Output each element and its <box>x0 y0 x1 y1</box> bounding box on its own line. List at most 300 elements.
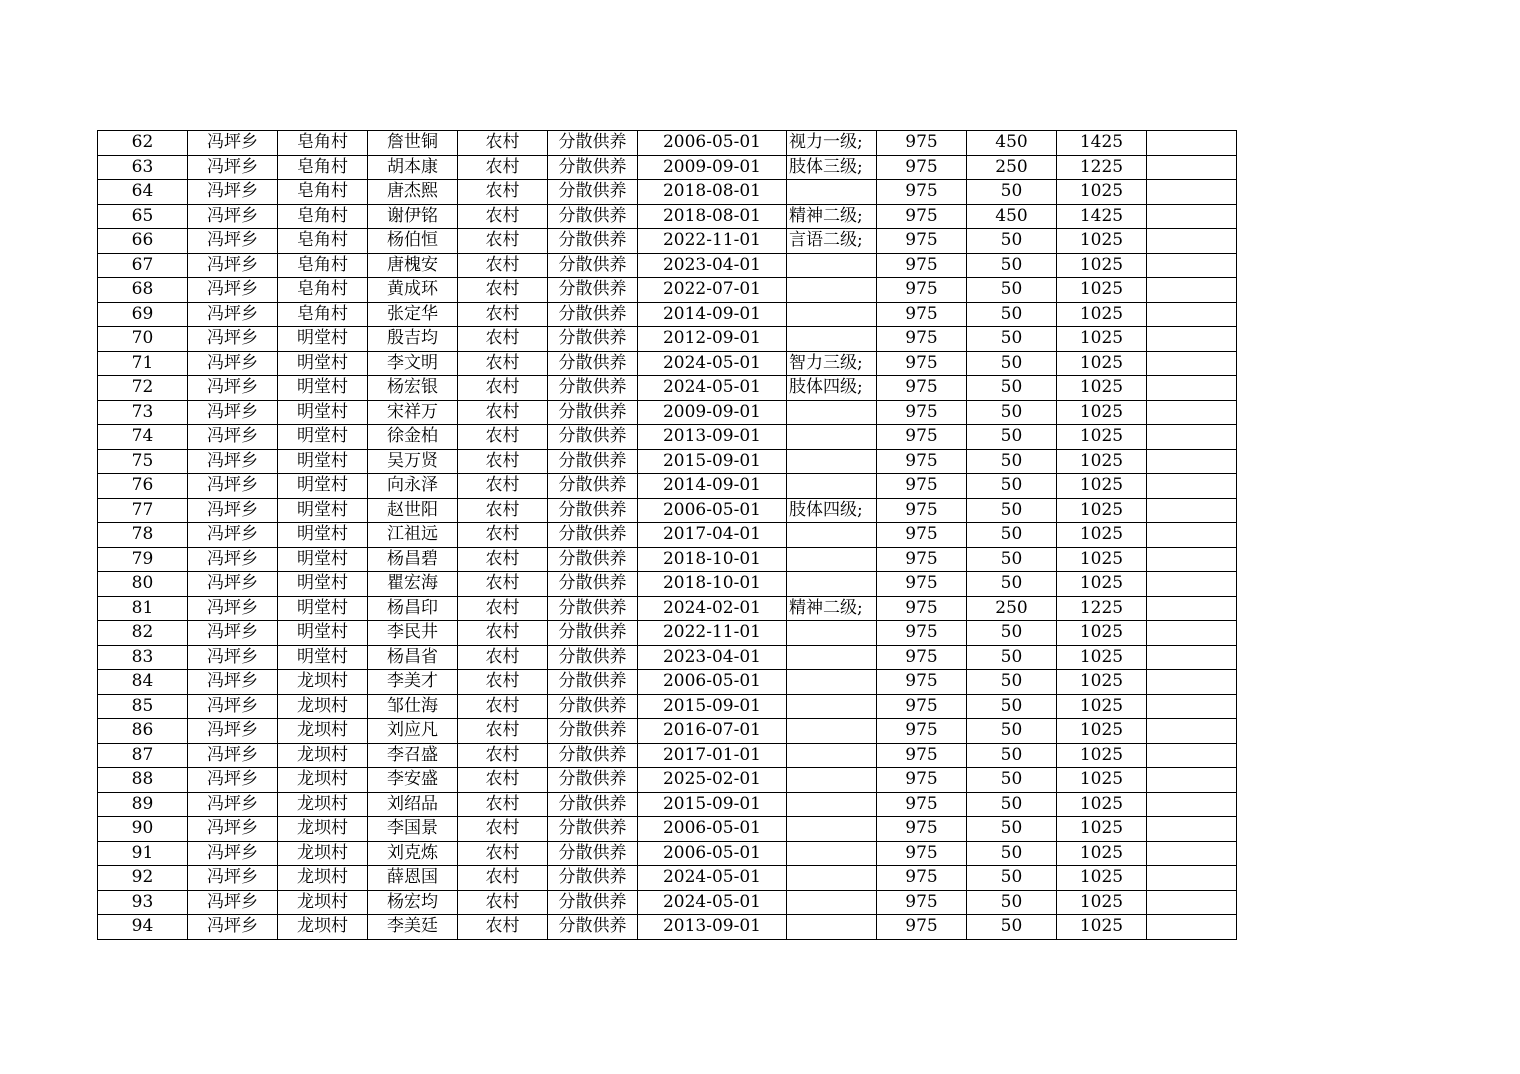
cell-total-amount: 1225 <box>1057 596 1147 621</box>
cell-township: 冯坪乡 <box>188 817 278 842</box>
table-row <box>98 449 1237 474</box>
cell-subsidy-amount: 50 <box>967 376 1057 401</box>
cell-support-type: 分散供养 <box>548 719 638 744</box>
cell-village: 明堂村 <box>278 474 368 499</box>
cell-remark <box>1147 253 1237 278</box>
cell-area-type: 农村 <box>458 915 548 940</box>
cell-disability-level <box>787 302 877 327</box>
cell-support-type: 分散供养 <box>548 645 638 670</box>
cell-remark <box>1147 302 1237 327</box>
cell-name: 宋祥万 <box>368 400 458 425</box>
cell-name: 刘绍品 <box>368 792 458 817</box>
cell-disability-level <box>787 547 877 572</box>
cell-subsidy-amount: 50 <box>967 670 1057 695</box>
cell-start-date: 2006-05-01 <box>638 817 787 842</box>
cell-disability-level <box>787 523 877 548</box>
cell-village: 皂角村 <box>278 302 368 327</box>
cell-village: 龙坝村 <box>278 792 368 817</box>
cell-subsidy-amount: 50 <box>967 743 1057 768</box>
table-row <box>98 498 1237 523</box>
cell-township: 冯坪乡 <box>188 155 278 180</box>
cell-village: 明堂村 <box>278 523 368 548</box>
cell-support-type: 分散供养 <box>548 351 638 376</box>
cell-subsidy-amount: 50 <box>967 572 1057 597</box>
cell-start-date: 2009-09-01 <box>638 400 787 425</box>
cell-row-number: 71 <box>98 351 188 376</box>
cell-base-amount: 975 <box>877 547 967 572</box>
cell-support-type: 分散供养 <box>548 302 638 327</box>
cell-name: 谢伊铭 <box>368 204 458 229</box>
cell-support-type: 分散供养 <box>548 449 638 474</box>
cell-village: 龙坝村 <box>278 866 368 891</box>
cell-base-amount: 975 <box>877 449 967 474</box>
cell-start-date: 2017-04-01 <box>638 523 787 548</box>
table-row <box>98 792 1237 817</box>
cell-start-date: 2006-05-01 <box>638 131 787 156</box>
cell-township: 冯坪乡 <box>188 841 278 866</box>
cell-subsidy-amount: 50 <box>967 449 1057 474</box>
cell-total-amount: 1025 <box>1057 229 1147 254</box>
cell-support-type: 分散供养 <box>548 694 638 719</box>
cell-township: 冯坪乡 <box>188 596 278 621</box>
cell-base-amount: 975 <box>877 743 967 768</box>
cell-village: 龙坝村 <box>278 915 368 940</box>
cell-name: 杨宏银 <box>368 376 458 401</box>
cell-base-amount: 975 <box>877 866 967 891</box>
cell-base-amount: 975 <box>877 841 967 866</box>
cell-remark <box>1147 866 1237 891</box>
cell-name: 殷吉均 <box>368 327 458 352</box>
cell-support-type: 分散供养 <box>548 817 638 842</box>
cell-remark <box>1147 498 1237 523</box>
cell-start-date: 2022-07-01 <box>638 278 787 303</box>
cell-disability-level <box>787 768 877 793</box>
cell-subsidy-amount: 50 <box>967 278 1057 303</box>
cell-township: 冯坪乡 <box>188 792 278 817</box>
cell-support-type: 分散供养 <box>548 792 638 817</box>
cell-name: 李美廷 <box>368 915 458 940</box>
cell-disability-level: 言语二级; <box>787 229 877 254</box>
cell-start-date: 2018-10-01 <box>638 572 787 597</box>
cell-village: 明堂村 <box>278 449 368 474</box>
cell-disability-level <box>787 449 877 474</box>
cell-remark <box>1147 915 1237 940</box>
cell-row-number: 91 <box>98 841 188 866</box>
cell-name: 吴万贤 <box>368 449 458 474</box>
cell-subsidy-amount: 50 <box>967 768 1057 793</box>
cell-remark <box>1147 572 1237 597</box>
cell-base-amount: 975 <box>877 302 967 327</box>
cell-subsidy-amount: 50 <box>967 229 1057 254</box>
cell-area-type: 农村 <box>458 278 548 303</box>
cell-base-amount: 975 <box>877 425 967 450</box>
cell-remark <box>1147 743 1237 768</box>
cell-total-amount: 1025 <box>1057 890 1147 915</box>
cell-start-date: 2013-09-01 <box>638 915 787 940</box>
cell-name: 詹世铜 <box>368 131 458 156</box>
cell-row-number: 67 <box>98 253 188 278</box>
cell-support-type: 分散供养 <box>548 768 638 793</box>
cell-disability-level <box>787 645 877 670</box>
cell-remark <box>1147 204 1237 229</box>
cell-village: 明堂村 <box>278 572 368 597</box>
cell-base-amount: 975 <box>877 792 967 817</box>
cell-total-amount: 1425 <box>1057 131 1147 156</box>
cell-area-type: 农村 <box>458 498 548 523</box>
cell-support-type: 分散供养 <box>548 155 638 180</box>
cell-support-type: 分散供养 <box>548 425 638 450</box>
cell-village: 明堂村 <box>278 351 368 376</box>
cell-total-amount: 1025 <box>1057 719 1147 744</box>
cell-disability-level <box>787 180 877 205</box>
cell-total-amount: 1025 <box>1057 768 1147 793</box>
cell-row-number: 63 <box>98 155 188 180</box>
cell-remark <box>1147 547 1237 572</box>
cell-name: 杨昌碧 <box>368 547 458 572</box>
cell-start-date: 2018-08-01 <box>638 180 787 205</box>
cell-support-type: 分散供养 <box>548 621 638 646</box>
cell-disability-level: 视力一级; <box>787 131 877 156</box>
cell-township: 冯坪乡 <box>188 547 278 572</box>
cell-name: 李召盛 <box>368 743 458 768</box>
cell-support-type: 分散供养 <box>548 498 638 523</box>
cell-remark <box>1147 155 1237 180</box>
cell-remark <box>1147 694 1237 719</box>
cell-row-number: 84 <box>98 670 188 695</box>
cell-total-amount: 1025 <box>1057 841 1147 866</box>
cell-support-type: 分散供养 <box>548 890 638 915</box>
cell-row-number: 94 <box>98 915 188 940</box>
cell-base-amount: 975 <box>877 694 967 719</box>
cell-disability-level <box>787 890 877 915</box>
cell-row-number: 76 <box>98 474 188 499</box>
cell-subsidy-amount: 50 <box>967 547 1057 572</box>
cell-support-type: 分散供养 <box>548 204 638 229</box>
cell-area-type: 农村 <box>458 351 548 376</box>
cell-base-amount: 975 <box>877 327 967 352</box>
cell-remark <box>1147 621 1237 646</box>
cell-village: 皂角村 <box>278 180 368 205</box>
cell-village: 明堂村 <box>278 376 368 401</box>
cell-area-type: 农村 <box>458 449 548 474</box>
table-row <box>98 278 1237 303</box>
cell-township: 冯坪乡 <box>188 474 278 499</box>
cell-disability-level <box>787 253 877 278</box>
cell-subsidy-amount: 50 <box>967 890 1057 915</box>
cell-village: 龙坝村 <box>278 670 368 695</box>
cell-total-amount: 1025 <box>1057 817 1147 842</box>
cell-support-type: 分散供养 <box>548 253 638 278</box>
cell-start-date: 2024-05-01 <box>638 890 787 915</box>
cell-disability-level: 肢体四级; <box>787 376 877 401</box>
cell-start-date: 2023-04-01 <box>638 253 787 278</box>
table-row <box>98 768 1237 793</box>
cell-base-amount: 975 <box>877 719 967 744</box>
cell-disability-level: 精神二级; <box>787 596 877 621</box>
cell-subsidy-amount: 50 <box>967 645 1057 670</box>
cell-disability-level <box>787 670 877 695</box>
cell-row-number: 69 <box>98 302 188 327</box>
cell-start-date: 2024-05-01 <box>638 376 787 401</box>
cell-area-type: 农村 <box>458 327 548 352</box>
cell-support-type: 分散供养 <box>548 743 638 768</box>
cell-support-type: 分散供养 <box>548 523 638 548</box>
table-row <box>98 523 1237 548</box>
cell-area-type: 农村 <box>458 719 548 744</box>
cell-remark <box>1147 376 1237 401</box>
cell-total-amount: 1025 <box>1057 278 1147 303</box>
cell-base-amount: 975 <box>877 278 967 303</box>
cell-total-amount: 1025 <box>1057 253 1147 278</box>
cell-support-type: 分散供养 <box>548 376 638 401</box>
cell-township: 冯坪乡 <box>188 523 278 548</box>
cell-row-number: 81 <box>98 596 188 621</box>
cell-start-date: 2018-08-01 <box>638 204 787 229</box>
cell-total-amount: 1425 <box>1057 204 1147 229</box>
cell-township: 冯坪乡 <box>188 327 278 352</box>
cell-support-type: 分散供养 <box>548 180 638 205</box>
table-row <box>98 180 1237 205</box>
cell-subsidy-amount: 50 <box>967 841 1057 866</box>
table-row <box>98 694 1237 719</box>
cell-disability-level <box>787 817 877 842</box>
table-row <box>98 841 1237 866</box>
cell-area-type: 农村 <box>458 768 548 793</box>
cell-support-type: 分散供养 <box>548 400 638 425</box>
cell-total-amount: 1025 <box>1057 743 1147 768</box>
cell-remark <box>1147 523 1237 548</box>
cell-name: 瞿宏海 <box>368 572 458 597</box>
cell-total-amount: 1025 <box>1057 670 1147 695</box>
cell-township: 冯坪乡 <box>188 204 278 229</box>
cell-support-type: 分散供养 <box>548 915 638 940</box>
cell-remark <box>1147 131 1237 156</box>
cell-disability-level <box>787 425 877 450</box>
cell-start-date: 2012-09-01 <box>638 327 787 352</box>
cell-name: 胡本康 <box>368 155 458 180</box>
cell-disability-level <box>787 841 877 866</box>
cell-area-type: 农村 <box>458 155 548 180</box>
cell-remark <box>1147 645 1237 670</box>
cell-area-type: 农村 <box>458 229 548 254</box>
cell-base-amount: 975 <box>877 229 967 254</box>
cell-name: 唐槐安 <box>368 253 458 278</box>
cell-village: 明堂村 <box>278 498 368 523</box>
cell-area-type: 农村 <box>458 817 548 842</box>
cell-support-type: 分散供养 <box>548 547 638 572</box>
cell-village: 明堂村 <box>278 621 368 646</box>
cell-start-date: 2006-05-01 <box>638 841 787 866</box>
cell-disability-level <box>787 621 877 646</box>
cell-total-amount: 1025 <box>1057 425 1147 450</box>
cell-row-number: 78 <box>98 523 188 548</box>
cell-disability-level <box>787 572 877 597</box>
cell-village: 龙坝村 <box>278 817 368 842</box>
cell-start-date: 2024-05-01 <box>638 351 787 376</box>
cell-name: 李安盛 <box>368 768 458 793</box>
cell-total-amount: 1025 <box>1057 547 1147 572</box>
cell-base-amount: 975 <box>877 596 967 621</box>
cell-area-type: 农村 <box>458 792 548 817</box>
table-row <box>98 131 1237 156</box>
cell-area-type: 农村 <box>458 547 548 572</box>
cell-base-amount: 975 <box>877 523 967 548</box>
cell-subsidy-amount: 50 <box>967 327 1057 352</box>
cell-remark <box>1147 817 1237 842</box>
cell-subsidy-amount: 50 <box>967 474 1057 499</box>
cell-row-number: 90 <box>98 817 188 842</box>
cell-area-type: 农村 <box>458 596 548 621</box>
cell-subsidy-amount: 50 <box>967 253 1057 278</box>
cell-subsidy-amount: 50 <box>967 351 1057 376</box>
cell-base-amount: 975 <box>877 400 967 425</box>
cell-total-amount: 1025 <box>1057 449 1147 474</box>
cell-support-type: 分散供养 <box>548 670 638 695</box>
cell-support-type: 分散供养 <box>548 596 638 621</box>
cell-township: 冯坪乡 <box>188 719 278 744</box>
cell-start-date: 2014-09-01 <box>638 474 787 499</box>
cell-area-type: 农村 <box>458 743 548 768</box>
cell-subsidy-amount: 50 <box>967 425 1057 450</box>
cell-start-date: 2006-05-01 <box>638 670 787 695</box>
cell-township: 冯坪乡 <box>188 915 278 940</box>
cell-base-amount: 975 <box>877 376 967 401</box>
cell-row-number: 87 <box>98 743 188 768</box>
cell-area-type: 农村 <box>458 474 548 499</box>
table-row <box>98 327 1237 352</box>
cell-area-type: 农村 <box>458 866 548 891</box>
cell-name: 薛恩国 <box>368 866 458 891</box>
table-row <box>98 670 1237 695</box>
cell-support-type: 分散供养 <box>548 327 638 352</box>
cell-disability-level <box>787 866 877 891</box>
cell-disability-level: 肢体三级; <box>787 155 877 180</box>
cell-disability-level: 智力三级; <box>787 351 877 376</box>
cell-support-type: 分散供养 <box>548 229 638 254</box>
cell-base-amount: 975 <box>877 155 967 180</box>
cell-base-amount: 975 <box>877 621 967 646</box>
cell-row-number: 92 <box>98 866 188 891</box>
cell-row-number: 77 <box>98 498 188 523</box>
cell-name: 江祖远 <box>368 523 458 548</box>
cell-remark <box>1147 449 1237 474</box>
cell-village: 龙坝村 <box>278 694 368 719</box>
cell-base-amount: 975 <box>877 204 967 229</box>
cell-township: 冯坪乡 <box>188 376 278 401</box>
cell-total-amount: 1025 <box>1057 866 1147 891</box>
cell-start-date: 2018-10-01 <box>638 547 787 572</box>
cell-disability-level <box>787 743 877 768</box>
cell-disability-level <box>787 400 877 425</box>
table-row <box>98 302 1237 327</box>
cell-total-amount: 1025 <box>1057 474 1147 499</box>
cell-subsidy-amount: 50 <box>967 694 1057 719</box>
table-row <box>98 425 1237 450</box>
cell-area-type: 农村 <box>458 523 548 548</box>
cell-row-number: 68 <box>98 278 188 303</box>
cell-township: 冯坪乡 <box>188 694 278 719</box>
cell-start-date: 2023-04-01 <box>638 645 787 670</box>
cell-name: 黄成环 <box>368 278 458 303</box>
cell-row-number: 65 <box>98 204 188 229</box>
cell-township: 冯坪乡 <box>188 253 278 278</box>
cell-subsidy-amount: 250 <box>967 155 1057 180</box>
cell-area-type: 农村 <box>458 376 548 401</box>
table-row <box>98 645 1237 670</box>
cell-subsidy-amount: 50 <box>967 719 1057 744</box>
cell-total-amount: 1025 <box>1057 180 1147 205</box>
cell-subsidy-amount: 50 <box>967 180 1057 205</box>
cell-township: 冯坪乡 <box>188 302 278 327</box>
cell-disability-level <box>787 792 877 817</box>
cell-township: 冯坪乡 <box>188 890 278 915</box>
cell-remark <box>1147 841 1237 866</box>
cell-township: 冯坪乡 <box>188 498 278 523</box>
cell-subsidy-amount: 50 <box>967 866 1057 891</box>
cell-base-amount: 975 <box>877 768 967 793</box>
cell-remark <box>1147 719 1237 744</box>
cell-village: 明堂村 <box>278 596 368 621</box>
cell-start-date: 2006-05-01 <box>638 498 787 523</box>
cell-support-type: 分散供养 <box>548 841 638 866</box>
cell-row-number: 79 <box>98 547 188 572</box>
cell-base-amount: 975 <box>877 915 967 940</box>
cell-village: 龙坝村 <box>278 719 368 744</box>
cell-village: 龙坝村 <box>278 890 368 915</box>
cell-name: 李文明 <box>368 351 458 376</box>
cell-subsidy-amount: 450 <box>967 131 1057 156</box>
cell-village: 皂角村 <box>278 204 368 229</box>
cell-village: 皂角村 <box>278 278 368 303</box>
cell-township: 冯坪乡 <box>188 645 278 670</box>
cell-base-amount: 975 <box>877 670 967 695</box>
cell-row-number: 73 <box>98 400 188 425</box>
cell-name: 杨宏均 <box>368 890 458 915</box>
cell-name: 邹仕海 <box>368 694 458 719</box>
cell-total-amount: 1225 <box>1057 155 1147 180</box>
cell-base-amount: 975 <box>877 351 967 376</box>
cell-row-number: 74 <box>98 425 188 450</box>
cell-name: 赵世阳 <box>368 498 458 523</box>
cell-name: 张定华 <box>368 302 458 327</box>
cell-row-number: 93 <box>98 890 188 915</box>
cell-total-amount: 1025 <box>1057 302 1147 327</box>
cell-township: 冯坪乡 <box>188 229 278 254</box>
cell-row-number: 72 <box>98 376 188 401</box>
cell-subsidy-amount: 50 <box>967 792 1057 817</box>
cell-total-amount: 1025 <box>1057 498 1147 523</box>
cell-start-date: 2022-11-01 <box>638 621 787 646</box>
cell-village: 皂角村 <box>278 253 368 278</box>
table-row <box>98 719 1237 744</box>
cell-base-amount: 975 <box>877 131 967 156</box>
cell-row-number: 83 <box>98 645 188 670</box>
cell-total-amount: 1025 <box>1057 523 1147 548</box>
cell-township: 冯坪乡 <box>188 131 278 156</box>
cell-base-amount: 975 <box>877 180 967 205</box>
cell-remark <box>1147 425 1237 450</box>
cell-township: 冯坪乡 <box>188 400 278 425</box>
cell-name: 刘克炼 <box>368 841 458 866</box>
table-row <box>98 474 1237 499</box>
data-table <box>97 130 1237 940</box>
cell-start-date: 2024-02-01 <box>638 596 787 621</box>
cell-subsidy-amount: 50 <box>967 621 1057 646</box>
cell-township: 冯坪乡 <box>188 768 278 793</box>
cell-remark <box>1147 400 1237 425</box>
cell-remark <box>1147 596 1237 621</box>
cell-village: 皂角村 <box>278 155 368 180</box>
